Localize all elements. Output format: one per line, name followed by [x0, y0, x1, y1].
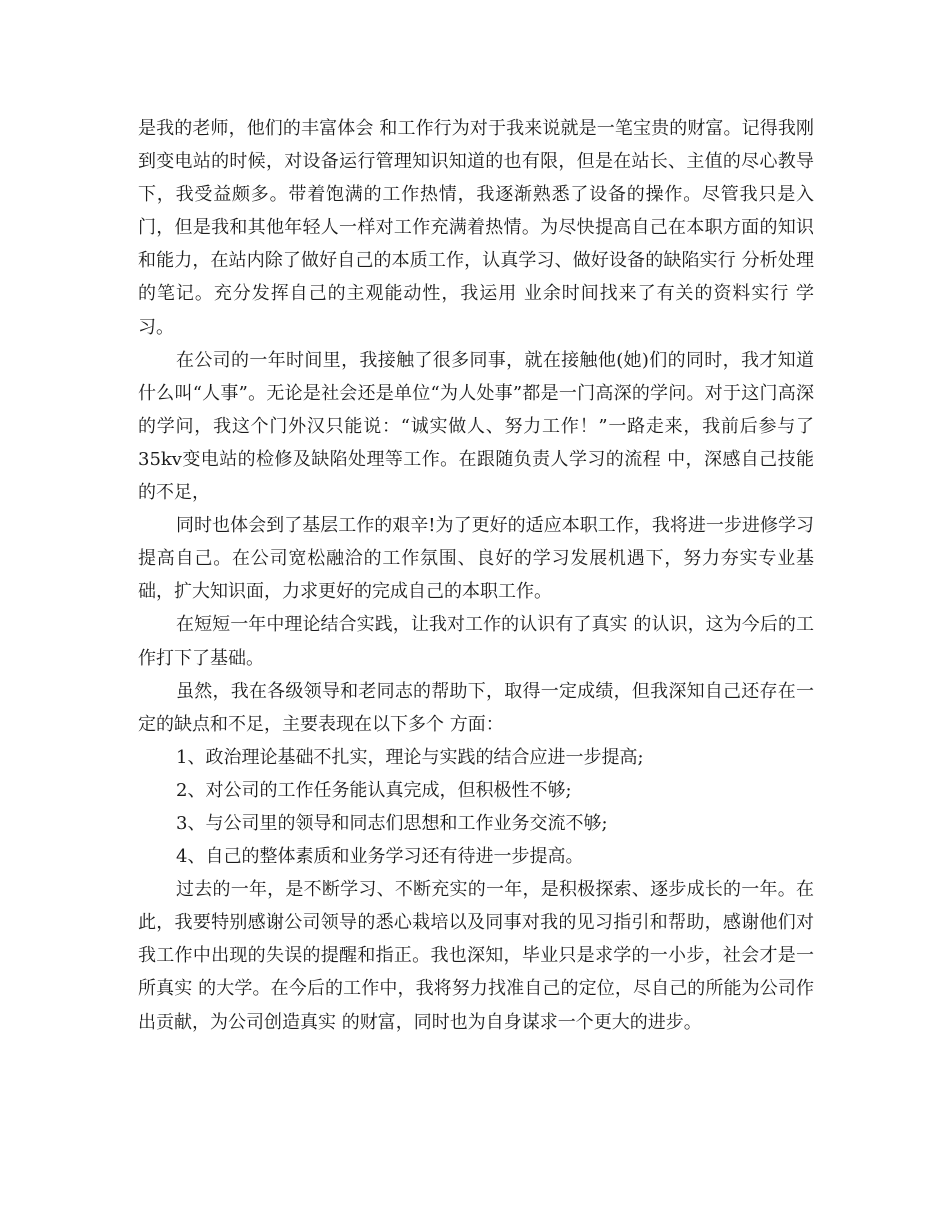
- paragraph-conclusion: 过去的一年，是不断学习、不断充实的一年，是积极探索、逐步成长的一年。在此，我要特别感谢公司领导的悉心栽培以及同事对我的见习指引和帮助，感谢他们对我工作中出现的失误的提醒和指正。我也深知，毕业只是求学的一小步，社会才是一所真实 的大学。在今后的工作中，我将努力找准自己的定位，尽自己的所能为公司作出贡献，为公司创造真实 的财富，同时也为自身谋求一个更大的进步。: [138, 879, 814, 1033]
- list-item-shortcoming-3: 3、与公司里的领导和同志们思想和工作业务交流不够;: [176, 812, 608, 834]
- paragraph-colleagues: 在公司的一年时间里，我接触了很多同事，就在接触他(她)们的同时，我才知道什么叫“人事”。无论是社会还是单位“为人处事”都是一门高深的学问。对于这门高深的学问，我这个门外汉只能说：“诚实做人、努力工作！”一路走来，我前后参与了35kv变电站的检修及缺陷处理等工作。在跟随负责人学习的流程 中，深感自己技能 的不足，: [138, 349, 814, 504]
- paragraph-theory-practice: 在短短一年中理论结合实践，让我对工作的认识有了真实 的认识，这为今后的工作打下了基础。: [138, 614, 814, 669]
- list-item-shortcoming-1: 1、政治理论基础不扎实，理论与实践的结合应进一步提高;: [176, 746, 644, 768]
- document-page: [138, 112, 814, 1039]
- list-item-shortcoming-2: 2、对公司的工作任务能认真完成，但积极性不够;: [176, 779, 572, 801]
- paragraph-grassroots-work: 同时也体会到了基层工作的艰辛!为了更好的适应本职工作，我将进一步进修学习提高自己。在公司宽松融洽的工作氛围、良好的学习发展机遇下，努力夯实专业基础，扩大知识面，力求更好的完成自己的本职工作。: [138, 515, 814, 603]
- paragraph-shortcomings-intro: 虽然，我在各级领导和老同志的帮助下，取得一定成绩，但我深知自己还存在一定的缺点和不足，主要表现在以下多个 方面：: [138, 680, 814, 735]
- paragraph-mentors: 是我的老师，他们的丰富体会 和工作行为对于我来说就是一笔宝贵的财富。记得我刚到变电站的时候，对设备运行管理知识知道的也有限，但是在站长、主值的尽心教导下，我受益颇多。带着饱满的工作热情，我逐渐熟悉了设备的操作。尽管我只是入门，但是我和其他年轻人一样对工作充满着热情。为尽快提高自己在本职方面的知识和能力，在站内除了做好自己的本质工作，认真学习、做好设备的缺陷实行 分析处理的笔记。充分发挥自己的主观能动性，我运用 业余时间找来了有关的资料实行 学习。: [138, 118, 814, 338]
- list-item-shortcoming-4: 4、自己的整体素质和业务学习还有待进一步提高。: [176, 846, 584, 868]
